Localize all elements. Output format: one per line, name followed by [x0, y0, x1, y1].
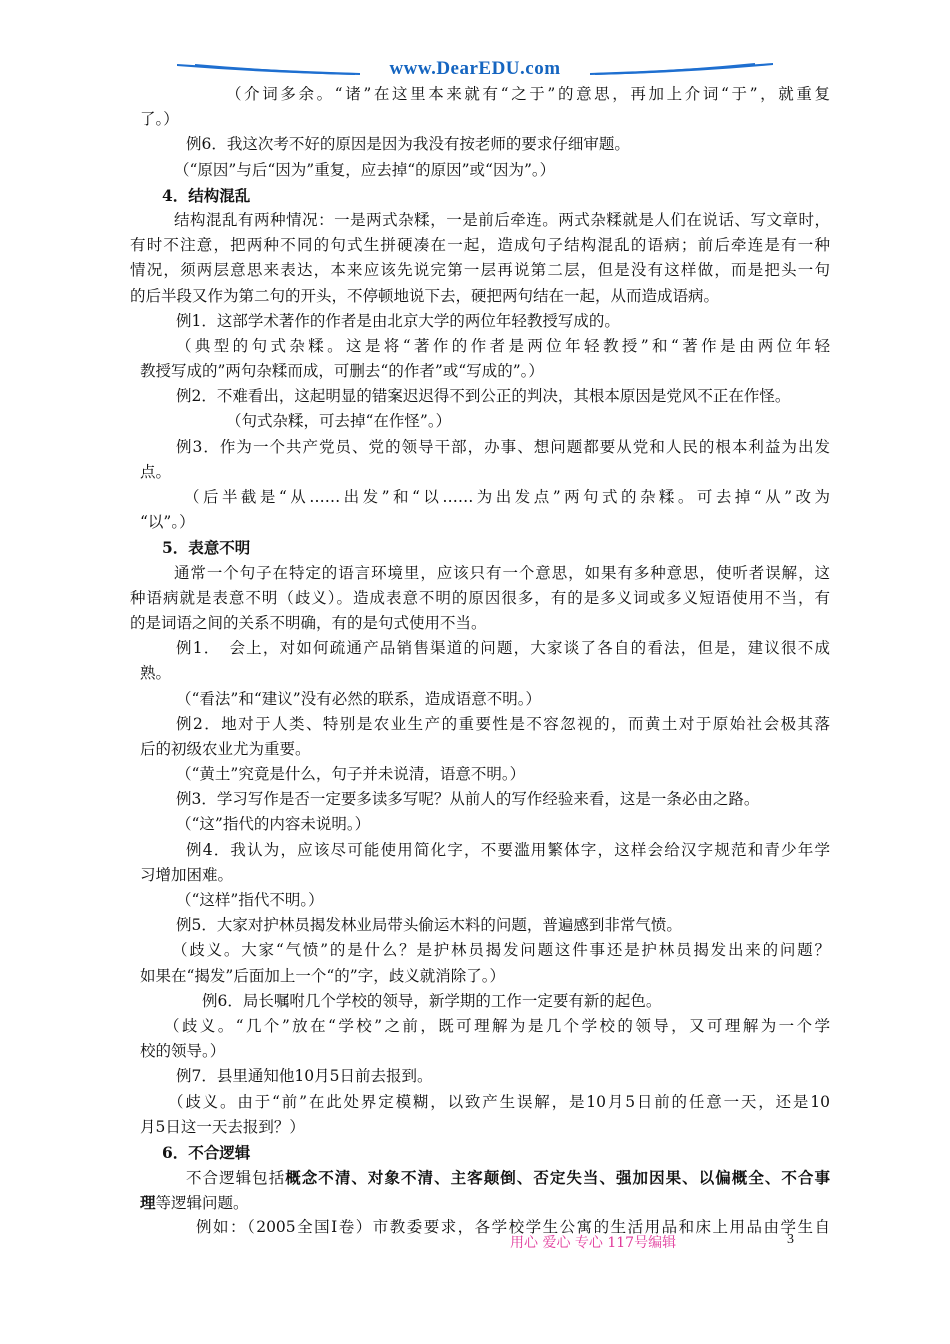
text-line: 结构混乱有两种情况：一是两式杂糅，一是前后牵连。两式杂糅就是人们在说话、写文章时， [174, 210, 830, 229]
text-line: （“看法”和“建议”没有必然的联系，造成语意不明。） [176, 689, 541, 708]
section-heading: 5．表意不明 [162, 538, 251, 558]
text-line: 例4．我认为，应该尽可能使用简化字，不要滥用繁体字，这样会给汉字规范和青少年学 [186, 840, 830, 859]
text-line: 例3．学习写作是否一定要多读多写呢？从前人的写作经验来看，这是一条必由之路。 [176, 790, 760, 809]
text-line: 了。） [140, 110, 179, 129]
text-line: 教授写成的”两句杂糅而成，可删去“的作者”或“写成的”。） [140, 362, 544, 381]
section-heading: 6．不合逻辑 [162, 1142, 251, 1162]
text-line: 通常一个句子在特定的语言环境里，应该只有一个意思，如果有多种意思，使听者误解，这 [174, 563, 830, 582]
text-lines [130, 82, 830, 1165]
text-line: （歧义。由于“前”在此处界定模糊，以致产生误解，是10月5日前的任意一天，还是10 [168, 1092, 830, 1111]
text-line: 熟。 [140, 664, 172, 683]
text-line: （歧义。“几个”放在“学校”之前，既可理解为是几个学校的领导，又可理解为一个学 [164, 1016, 830, 1035]
header-site-name[interactable]: www.DearEDU.com [389, 58, 561, 79]
text-line: （后半截是“从……出发”和“以……为出发点”两句式的杂糅。可去掉“从”改为 [184, 488, 830, 506]
text-line: 例7．县里通知他10月5日前去报到。 [176, 1067, 433, 1086]
text-line: （“这样”指代不明。） [176, 891, 324, 909]
text-line: （句式杂糅，可去掉“在作怪”。） [226, 412, 452, 431]
text-line: 校的领导。） [140, 1042, 226, 1061]
logic-para-end: 等逻辑问题。 [155, 1194, 249, 1213]
text-line: 如果在“揭发”后面加上一个“的”字，歧义就消除了。） [140, 966, 505, 985]
text-line: （“黄土”究竟是什么，句子并未说清，语意不明。） [176, 765, 526, 784]
text-line: 的是词语之间的关系不明确，有的是句式使用不当。 [130, 613, 487, 632]
footer-editor-note: 用心 爱心 专心 117号编辑 [510, 1235, 677, 1251]
logic-para-intro: 不合逻辑包括 [186, 1169, 286, 1188]
example-line: 例如：（2005全国Ⅰ卷）市教委要求，各学校学生公寓的生活用品和床上用品由学生自 [196, 1218, 830, 1237]
text-line: 后的初级农业尤为重要。 [140, 739, 311, 758]
text-line: 例6．局长嘱咐几个学校的领导，新学期的工作一定要有新的起色。 [202, 991, 662, 1010]
logic-para-bold-list: 概念不清、对象不清、主客颠倒、否定失当、强加因果、以偏概全、不合事 [285, 1168, 830, 1188]
text-line: 月5日这一天去报到？） [140, 1117, 305, 1136]
page-number: 3 [787, 1232, 794, 1247]
section-heading: 4．结构混乱 [162, 185, 251, 205]
text-line: 例5．大家对护林员揭发林业局带头偷运木料的问题，普遍感到非常气愤。 [176, 916, 682, 935]
text-line: （介词多余。“诸”在这里本来就有“之于”的意思，再加上介词“于”，就重复 [226, 85, 830, 103]
text-line: 例1．这部学术著作的作者是由北京大学的两位年轻教授写成的。 [176, 311, 620, 330]
text-line: （典型的句式杂糅。这是将“著作的作者是两位年轻教授”和“著作是由两位年轻 [176, 336, 830, 355]
logic-para-bold-end: 理 [140, 1193, 156, 1213]
logic-para-line-2 [130, 1190, 830, 1215]
text-line: 种语病就是表意不明（歧义）。造成表意不明的原因很多，有的是多义词或多义短语使用不当，有 [130, 588, 830, 607]
text-line: 的后半段又作为第二句的开头，不停顿地说下去，硬把两句结在一起，从而造成语病。 [130, 286, 720, 305]
text-line: 例3．作为一个共产党员、党的领导干部，办事、想问题都要从党和人民的根本利益为出发 [176, 437, 830, 456]
document-body [130, 82, 830, 1241]
text-line: （“原因”与后“因为”重复，应去掉“的原因”或“因为”。） [174, 160, 556, 179]
text-line: 例2．不难看出，这起明显的错案迟迟得不到公正的判决，其根本原因是党风不正在作怪。 [176, 387, 791, 406]
logic-para-line-1 [130, 1165, 830, 1190]
text-line: 例1． 会上，对如何疏通产品销售渠道的问题，大家谈了各自的看法，但是，建议很不成 [176, 639, 830, 658]
text-line: （“这”指代的内容未说明。） [176, 815, 371, 834]
text-line: 有时不注意，把两种不同的句式生拼硬凑在一起，造成句子结构混乱的语病；前后牵连是有一种 [130, 236, 830, 255]
text-line: 点。 [140, 462, 172, 481]
text-line: （歧义。大家“气愤”的是什么？是护林员揭发问题这件事还是护林员揭发出来的问题？ [172, 941, 830, 960]
text-line: 情况，须两层意思来表达，本来应该先说完第一层再说第二层，但是没有这样做，而是把头一句 [130, 261, 830, 280]
text-line: 例2．地对于人类、特别是农业生产的重要性是不容忽视的，而黄土对于原始社会极其落 [176, 714, 830, 733]
text-line: 习增加困难。 [140, 865, 234, 884]
text-line: 例6．我这次考不好的原因是因为我没有按老师的要求仔细审题。 [186, 135, 630, 154]
text-line: “以”。） [140, 513, 195, 532]
